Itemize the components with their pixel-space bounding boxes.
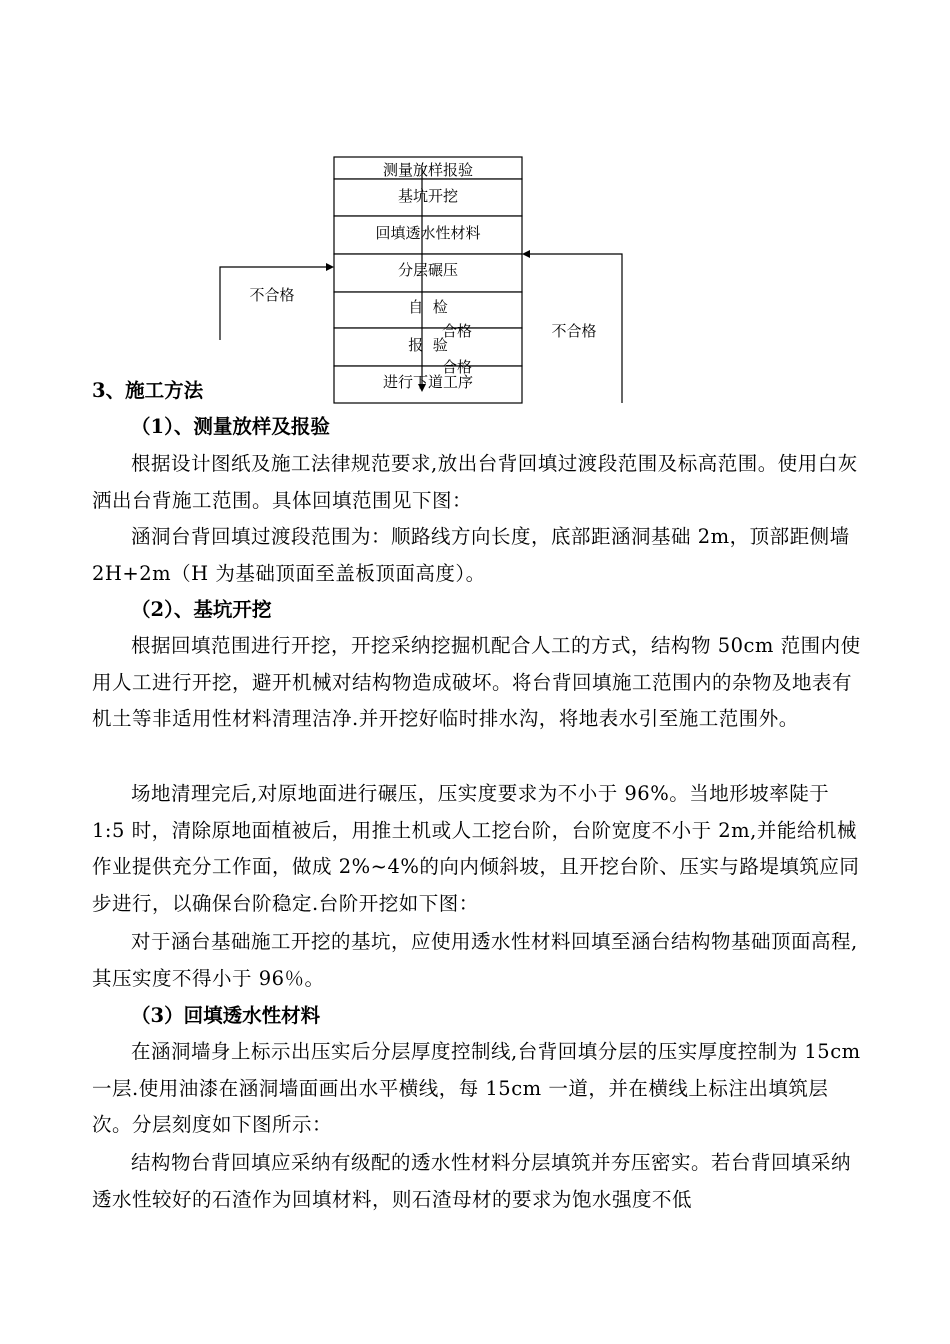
flow-label-self-check: 自 检 — [408, 298, 448, 316]
flow-label-next-step: 进行下道工序 — [382, 373, 474, 391]
subsection-2-paragraph-2: 场地清理完后,对原地面进行碾压，压实度要求为不小于 96%。当地形坡率陡于 1:5 时，清除原地面植被后，用推土机或人工挖台阶，台阶宽度不小于 2m,并能给机械作业提供充分工作面，做成 2%~4%的向内倾斜坡，且开挖台阶、压实与路堤填筑应同步进行，以确保台阶稳定.台阶开挖如下图： — [92, 782, 860, 915]
subsection-2-paragraph-1: 根据回填范围进行开挖，开挖采纳挖掘机配合人工的方式，结构物 50cm 范围内使用人工进行开挖，避开机械对结构物造成破坏。将台背回填施工范围内的杂物及地表有机土等非适用性材料清理洁净.并开挖好临时排水沟，将地表水引至施工范围外。 — [92, 634, 861, 730]
flow-right-fail-label: 不合格 — [551, 322, 597, 340]
section-title: 3、施工方法 — [92, 379, 204, 402]
flow-label-backfill: 回填透水性材料 — [375, 224, 481, 242]
flow-pass-label-1: 合格 — [441, 322, 473, 340]
subsection-1-title: （1）、测量放样及报验 — [131, 415, 330, 438]
subsection-3-title: （3）回填透水性材料 — [131, 1004, 321, 1027]
flow-label-excavation: 基坑开挖 — [397, 187, 459, 205]
subsection-2-title: （2）、基坑开挖 — [131, 598, 272, 621]
flow-left-arrowhead — [326, 263, 334, 271]
flow-pass-label-2: 合格 — [441, 358, 473, 376]
flow-label-survey: 测量放样报验 — [382, 161, 474, 179]
construction-flowchart — [0, 0, 950, 410]
flow-label-inspection: 报 验 — [408, 336, 448, 354]
subsection-3-paragraph-1: 在涵洞墙身上标示出压实后分层厚度控制线,台背回填分层的压实厚度控制为 15cm 一层.使用油漆在涵洞墙面画出水平横线，每 15cm 一道，并在横线上标注出填筑层次。分层刻度如下图所示： — [92, 1040, 861, 1136]
subsection-3-paragraph-2: 结构物台背回填应采纳有级配的透水性材料分层填筑并夯压密实。若台背回填采纳透水性较好的石渣作为回填材料，则石渣母材的要求为饱水强度不低 — [92, 1151, 852, 1211]
subsection-1-paragraph-2: 涵洞台背回填过渡段范围为：顺路线方向长度，底部距涵洞基础 2m，顶部距侧墙 2H+2m（H 为基础顶面至盖板顶面高度）。 — [92, 525, 850, 585]
flow-label-compaction: 分层碾压 — [397, 261, 459, 279]
flow-left-fail-label: 不合格 — [249, 286, 295, 304]
flow-right-arrowhead — [522, 250, 530, 258]
subsection-1-paragraph-1: 根据设计图纸及施工法律规范要求,放出台背回填过渡段范围及标高范围。使用白灰洒出台背施工范围。具体回填范围见下图： — [92, 452, 858, 512]
subsection-2-paragraph-3: 对于涵台基础施工开挖的基坑，应使用透水性材料回填至涵台结构物基础顶面高程,其压实度不得小于 96％。 — [92, 930, 858, 990]
